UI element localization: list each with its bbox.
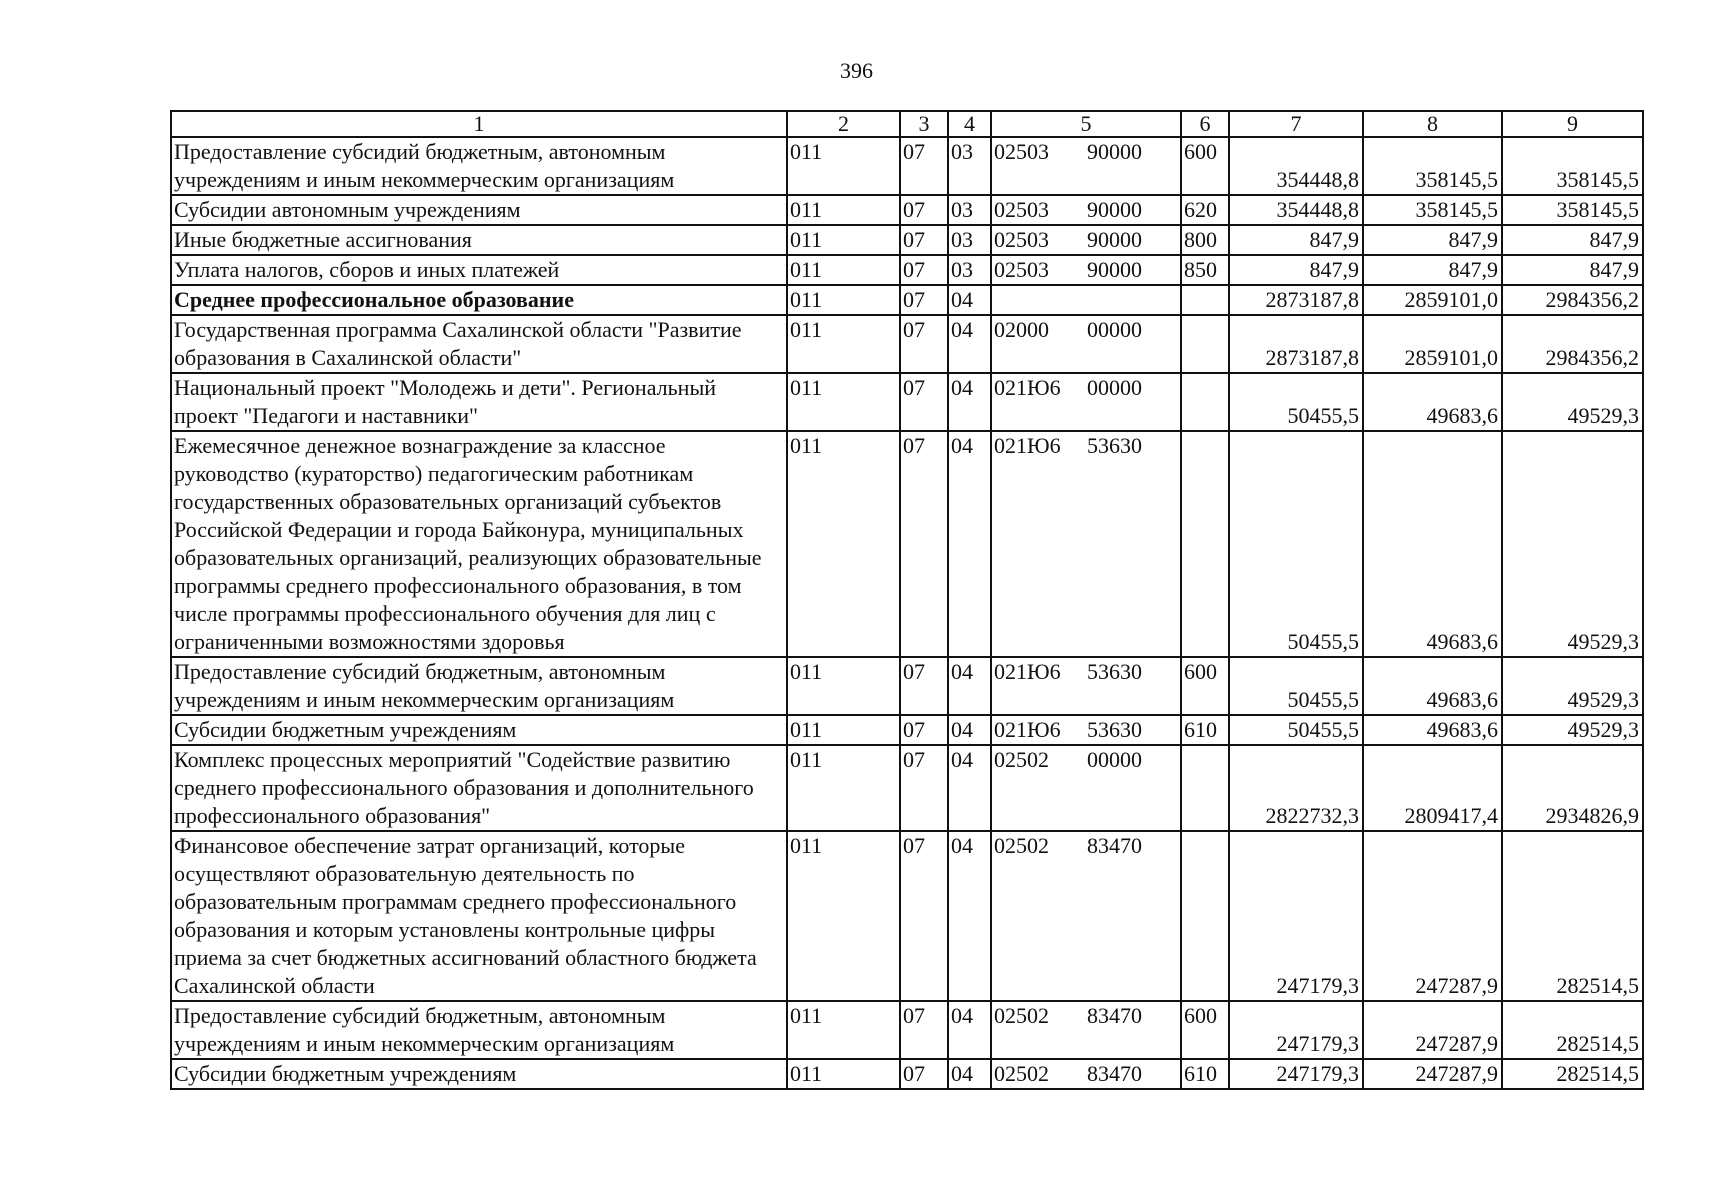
amount-col9: 2984356,2 — [1502, 285, 1643, 315]
table-row — [171, 373, 1643, 431]
code-target-program: 02503 — [994, 139, 1049, 164]
amount-col7: 2873187,8 — [1229, 285, 1363, 315]
code-expense-type — [1181, 431, 1229, 657]
table-row — [171, 137, 1643, 195]
code-expense-type — [1181, 315, 1229, 373]
header-cell: 3 — [900, 111, 948, 137]
table-row — [171, 255, 1643, 285]
table-row — [171, 715, 1643, 745]
code-target-direction: 53630 — [1087, 659, 1142, 684]
code-target-program: 02502 — [994, 833, 1049, 858]
code-target — [991, 831, 1181, 1001]
code-section: 07 — [900, 137, 948, 195]
amount-col8: 49683,6 — [1363, 657, 1502, 715]
code-section: 07 — [900, 745, 948, 831]
table-row — [171, 657, 1643, 715]
code-target — [991, 137, 1181, 195]
table-row — [171, 315, 1643, 373]
code-subsection: 04 — [948, 1001, 991, 1059]
table-row — [171, 745, 1643, 831]
code-target — [991, 1001, 1181, 1059]
code-expense-type — [1181, 373, 1229, 431]
code-target-program: 02502 — [994, 747, 1049, 772]
code-expense-type: 850 — [1181, 255, 1229, 285]
code-subsection: 03 — [948, 137, 991, 195]
amount-col9: 282514,5 — [1502, 1059, 1643, 1089]
table-row — [171, 1059, 1643, 1089]
header-cell: 9 — [1502, 111, 1643, 137]
code-section: 07 — [900, 1001, 948, 1059]
code-section: 07 — [900, 195, 948, 225]
amount-col7: 354448,8 — [1229, 195, 1363, 225]
code-ministry: 011 — [787, 431, 900, 657]
code-expense-type: 610 — [1181, 1059, 1229, 1089]
code-subsection: 03 — [948, 225, 991, 255]
code-target-program: 02503 — [994, 257, 1049, 282]
amount-col8: 2809417,4 — [1363, 745, 1502, 831]
table-row — [171, 1001, 1643, 1059]
amount-col9: 49529,3 — [1502, 715, 1643, 745]
code-target-direction: 90000 — [1087, 139, 1142, 164]
header-cell: 4 — [948, 111, 991, 137]
code-subsection: 04 — [948, 1059, 991, 1089]
code-subsection: 04 — [948, 315, 991, 373]
code-expense-type: 600 — [1181, 137, 1229, 195]
code-ministry: 011 — [787, 255, 900, 285]
amount-col8: 847,9 — [1363, 225, 1502, 255]
code-section: 07 — [900, 373, 948, 431]
code-section: 07 — [900, 1059, 948, 1089]
row-name: Субсидии бюджетным учреждениям — [171, 715, 787, 745]
code-section: 07 — [900, 255, 948, 285]
amount-col7: 247179,3 — [1229, 831, 1363, 1001]
amount-col8: 49683,6 — [1363, 715, 1502, 745]
code-ministry: 011 — [787, 315, 900, 373]
amount-col7: 2873187,8 — [1229, 315, 1363, 373]
amount-col9: 2934826,9 — [1502, 745, 1643, 831]
header-cell: 1 — [171, 111, 787, 137]
row-name: Ежемесячное денежное вознаграждение за классное руководство (кураторство) педагогическим работникам государственных образовательных организаций субъектов Российской Федерации и города Байконура, муниципальных образовательных организаций, реализующих образовательные программы среднего профессионального образования, в том числе программы профессионального обучения для лиц с ограниченными возможностями здоровья — [171, 431, 787, 657]
amount-col9: 358145,5 — [1502, 137, 1643, 195]
amount-col7: 354448,8 — [1229, 137, 1363, 195]
amount-col7: 50455,5 — [1229, 431, 1363, 657]
amount-col9: 847,9 — [1502, 225, 1643, 255]
code-target-direction: 83470 — [1087, 1061, 1142, 1086]
amount-col9: 49529,3 — [1502, 657, 1643, 715]
code-expense-type: 600 — [1181, 657, 1229, 715]
code-target-direction: 00000 — [1087, 375, 1142, 400]
code-section: 07 — [900, 225, 948, 255]
code-target — [991, 195, 1181, 225]
code-target-program: 02503 — [994, 197, 1049, 222]
code-target-program: 02000 — [994, 317, 1049, 342]
code-target-program: 021Ю6 — [994, 433, 1061, 458]
row-name: Субсидии бюджетным учреждениям — [171, 1059, 787, 1089]
row-name: Субсидии автономным учреждениям — [171, 195, 787, 225]
amount-col8: 358145,5 — [1363, 137, 1502, 195]
amount-col9: 358145,5 — [1502, 195, 1643, 225]
amount-col8: 49683,6 — [1363, 373, 1502, 431]
row-name: Уплата налогов, сборов и иных платежей — [171, 255, 787, 285]
row-name: Национальный проект "Молодежь и дети". Региональный проект "Педагоги и наставники" — [171, 373, 787, 431]
amount-col7: 50455,5 — [1229, 715, 1363, 745]
code-target — [991, 745, 1181, 831]
code-expense-type: 610 — [1181, 715, 1229, 745]
header-cell: 8 — [1363, 111, 1502, 137]
amount-col9: 49529,3 — [1502, 431, 1643, 657]
amount-col8: 2859101,0 — [1363, 315, 1502, 373]
code-expense-type: 620 — [1181, 195, 1229, 225]
code-target — [991, 315, 1181, 373]
table-row — [171, 831, 1643, 1001]
code-ministry: 011 — [787, 715, 900, 745]
code-ministry: 011 — [787, 285, 900, 315]
amount-col7: 50455,5 — [1229, 657, 1363, 715]
row-name: Предоставление субсидий бюджетным, автономным учреждениям и иным некоммерческим организациям — [171, 657, 787, 715]
code-target — [991, 225, 1181, 255]
amount-col9: 847,9 — [1502, 255, 1643, 285]
code-target-direction: 83470 — [1087, 833, 1142, 858]
amount-col9: 282514,5 — [1502, 1001, 1643, 1059]
amount-col8: 247287,9 — [1363, 1001, 1502, 1059]
code-target-direction: 00000 — [1087, 317, 1142, 342]
code-ministry: 011 — [787, 1001, 900, 1059]
code-subsection: 03 — [948, 255, 991, 285]
code-ministry: 011 — [787, 225, 900, 255]
table-body — [171, 137, 1643, 1089]
code-subsection: 04 — [948, 831, 991, 1001]
amount-col8: 49683,6 — [1363, 431, 1502, 657]
code-expense-type — [1181, 285, 1229, 315]
row-name: Предоставление субсидий бюджетным, автономным учреждениям и иным некоммерческим организациям — [171, 137, 787, 195]
code-target — [991, 285, 1181, 315]
row-name: Государственная программа Сахалинской области "Развитие образования в Сахалинской области" — [171, 315, 787, 373]
code-expense-type: 600 — [1181, 1001, 1229, 1059]
code-target-program: 021Ю6 — [994, 717, 1061, 742]
code-subsection: 04 — [948, 431, 991, 657]
code-target-direction: 90000 — [1087, 197, 1142, 222]
amount-col7: 247179,3 — [1229, 1001, 1363, 1059]
code-subsection: 04 — [948, 373, 991, 431]
code-target-direction: 53630 — [1087, 433, 1142, 458]
code-expense-type: 800 — [1181, 225, 1229, 255]
row-name: Предоставление субсидий бюджетным, автономным учреждениям и иным некоммерческим организациям — [171, 1001, 787, 1059]
code-subsection: 03 — [948, 195, 991, 225]
code-ministry: 011 — [787, 657, 900, 715]
table-row — [171, 431, 1643, 657]
row-name: Комплекс процессных мероприятий "Содействие развитию среднего профессионального образования и дополнительного профессионального образования" — [171, 745, 787, 831]
header-cell: 7 — [1229, 111, 1363, 137]
row-name: Иные бюджетные ассигнования — [171, 225, 787, 255]
code-section: 07 — [900, 831, 948, 1001]
code-target-program: 02502 — [994, 1061, 1049, 1086]
code-ministry: 011 — [787, 373, 900, 431]
row-name: Финансовое обеспечение затрат организаций, которые осуществляют образовательную деятельность по образовательным программам среднего профессионального образования и которым установлены контрольные цифры приема за счет бюджетных ассигнований областного бюджета Сахалинской области — [171, 831, 787, 1001]
budget-table — [170, 110, 1644, 1090]
header-cell: 6 — [1181, 111, 1229, 137]
code-expense-type — [1181, 831, 1229, 1001]
code-subsection: 04 — [948, 715, 991, 745]
header-cell: 5 — [991, 111, 1181, 137]
code-ministry: 011 — [787, 137, 900, 195]
code-expense-type — [1181, 745, 1229, 831]
table-row — [171, 225, 1643, 255]
header-cell: 2 — [787, 111, 900, 137]
code-target-program: 02503 — [994, 227, 1049, 252]
code-target — [991, 255, 1181, 285]
code-section: 07 — [900, 315, 948, 373]
amount-col8: 2859101,0 — [1363, 285, 1502, 315]
table-row — [171, 285, 1643, 315]
code-subsection: 04 — [948, 745, 991, 831]
code-subsection: 04 — [948, 657, 991, 715]
code-target-direction: 83470 — [1087, 1003, 1142, 1028]
amount-col9: 2984356,2 — [1502, 315, 1643, 373]
amount-col7: 847,9 — [1229, 255, 1363, 285]
amount-col7: 847,9 — [1229, 225, 1363, 255]
amount-col7: 50455,5 — [1229, 373, 1363, 431]
page-number: 396 — [840, 58, 873, 83]
code-target-program: 021Ю6 — [994, 659, 1061, 684]
code-target — [991, 373, 1181, 431]
table-row — [171, 195, 1643, 225]
code-section: 07 — [900, 431, 948, 657]
amount-col9: 282514,5 — [1502, 831, 1643, 1001]
code-target — [991, 657, 1181, 715]
amount-col8: 358145,5 — [1363, 195, 1502, 225]
code-ministry: 011 — [787, 831, 900, 1001]
code-section: 07 — [900, 657, 948, 715]
amount-col9: 49529,3 — [1502, 373, 1643, 431]
code-target-direction: 00000 — [1087, 747, 1142, 772]
code-section: 07 — [900, 715, 948, 745]
code-section: 07 — [900, 285, 948, 315]
code-subsection: 04 — [948, 285, 991, 315]
code-target-direction: 53630 — [1087, 717, 1142, 742]
amount-col7: 2822732,3 — [1229, 745, 1363, 831]
amount-col7: 247179,3 — [1229, 1059, 1363, 1089]
amount-col8: 247287,9 — [1363, 1059, 1502, 1089]
code-ministry: 011 — [787, 195, 900, 225]
row-name: Среднее профессиональное образование — [171, 285, 787, 315]
amount-col8: 847,9 — [1363, 255, 1502, 285]
code-target-direction: 90000 — [1087, 257, 1142, 282]
code-target — [991, 715, 1181, 745]
code-ministry: 011 — [787, 1059, 900, 1089]
table-header-row — [171, 111, 1643, 137]
code-target-direction: 90000 — [1087, 227, 1142, 252]
code-target-program: 02502 — [994, 1003, 1049, 1028]
amount-col8: 247287,9 — [1363, 831, 1502, 1001]
code-target-program: 021Ю6 — [994, 375, 1061, 400]
code-target — [991, 1059, 1181, 1089]
code-target — [991, 431, 1181, 657]
code-ministry: 011 — [787, 745, 900, 831]
